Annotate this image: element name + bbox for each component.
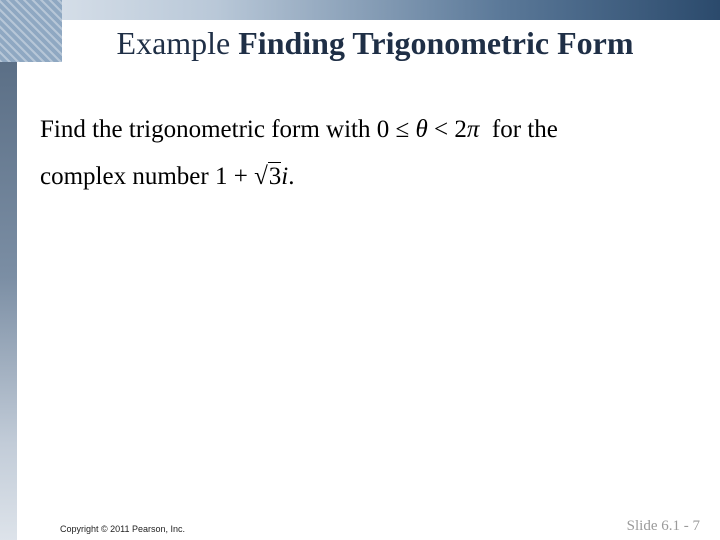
problem-line-2 xyxy=(40,163,295,191)
pi-symbol: π xyxy=(466,116,480,143)
line1-math2: < 2 xyxy=(427,116,467,143)
line1-tail: for the xyxy=(479,116,558,143)
copyright-text: Copyright © 2011 Pearson, Inc. xyxy=(60,524,186,534)
line1-math: 0 ≤ xyxy=(376,116,416,143)
line2-text: complex number 1 + xyxy=(40,163,255,190)
square-root xyxy=(254,163,281,191)
title-bold: Finding Trigonometric Form xyxy=(238,25,634,61)
line1-text: Find the trigonometric form with xyxy=(40,116,377,143)
corner-decor xyxy=(0,0,62,62)
sqrt-symbol: √ xyxy=(254,163,268,190)
title-prefix: Example xyxy=(116,25,231,61)
problem-line-1 xyxy=(40,116,558,144)
slide-number: Slide 6.1 - 7 xyxy=(626,518,700,534)
slide-title xyxy=(90,22,660,64)
imaginary-unit: i xyxy=(281,163,289,190)
line2-end: . xyxy=(288,163,295,190)
theta-symbol: θ xyxy=(415,116,428,143)
sqrt-radicand: 3 xyxy=(268,163,282,190)
left-decor-bar xyxy=(0,62,17,540)
top-decor-bar xyxy=(0,0,720,20)
